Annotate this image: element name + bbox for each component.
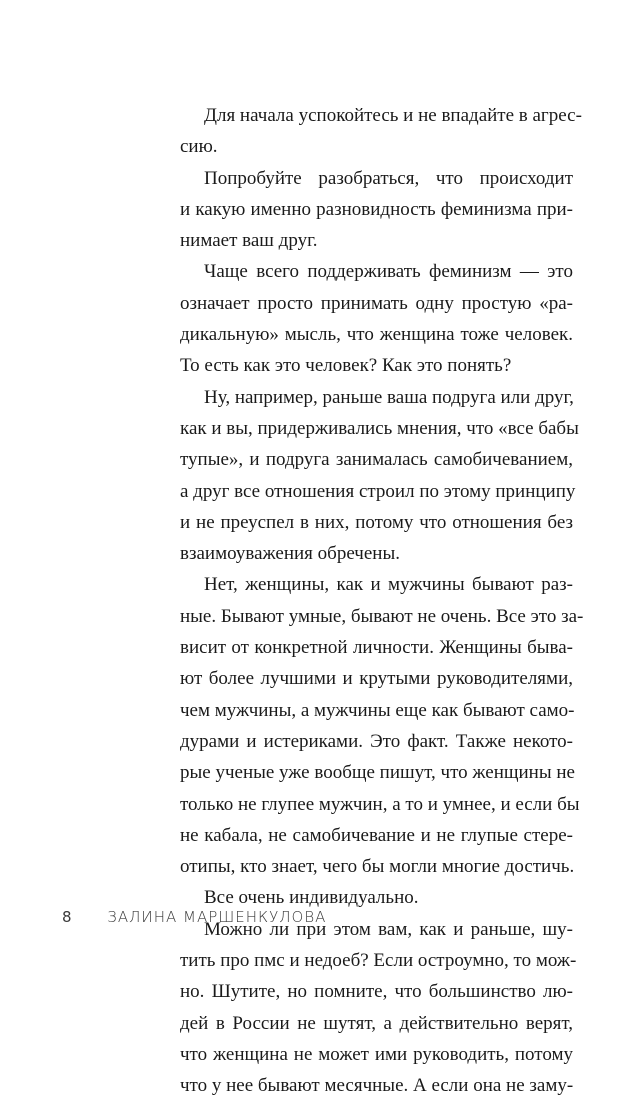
text-line: ные. Бывают умные, бывают не очень. Все это за- [180,605,584,627]
text-line: что женщина не может ими руководить, потому [180,1043,573,1065]
text-line: Нет, женщины, как и мужчины бывают раз- [204,574,573,596]
text-line: ют более лучшими и крутыми руководителями, [180,668,573,690]
text-line: но. Шутите, но помните, что большинство лю- [180,981,573,1003]
text-line: Можно ли при этом вам, как и раньше, шу- [204,918,573,940]
text-line: дикальную» мысль, что женщина тоже человек. [180,324,573,346]
text-line: только не глупее мужчин, а то и умнее, и если бы [180,793,580,815]
text-line: как и вы, придерживались мнения, что «все бабы [180,417,579,439]
text-line: означает просто принимать одну простую «ра- [180,292,573,314]
text-line: тить про пмс и недоеб? Если остроумно, то мож- [180,950,577,972]
text-line: Чаще всего поддерживать феминизм — это [204,261,573,283]
text-line: взаимоуважения обречены. [180,543,400,565]
text-line: нимает ваш друг. [180,230,318,252]
text-line: сию. [180,136,218,158]
text-line: не кабала, не самобичевание и не глупые стере- [180,824,573,846]
text-line: тупые», и подруга занималась самобичеванием, [180,449,573,471]
text-line: Попробуйте разобраться, что происходит [204,167,573,189]
text-line: а друг все отношения строил по этому принципу [180,480,576,502]
page-number: 8 [62,908,73,926]
text-line: Все очень индивидуально. [204,887,419,909]
text-line: Ну, например, раньше ваша подруга или друг, [204,386,574,408]
text-line: что у нее бывают месячные. А если она не заму- [180,1075,574,1097]
text-line: чем мужчины, а мужчины еще как бывают само- [180,699,575,721]
text-line: отипы, кто знает, чего бы могли многие достичь. [180,856,575,878]
text-line: и не преуспел в них, потому что отношения без [180,511,573,533]
body-text [180,100,584,1102]
text-line: и какую именно разновидность феминизма при- [180,198,573,220]
text-line: дурами и истериками. Это факт. Также некото- [180,730,573,752]
running-head-author: ЗАЛИНА МАРШЕНКУЛОВА [107,908,327,926]
text-line: висит от конкретной личности. Женщины быва- [180,637,573,659]
text-line: То есть как это человек? Как это понять? [180,355,512,377]
text-line: дей в России не шутят, а действительно верят, [180,1012,573,1034]
page-footer [62,908,326,926]
text-line: рые ученые уже вообще пишут, что женщины не [180,762,575,784]
text-line: Для начала успокойтесь и не впадайте в агрес- [204,105,582,126]
